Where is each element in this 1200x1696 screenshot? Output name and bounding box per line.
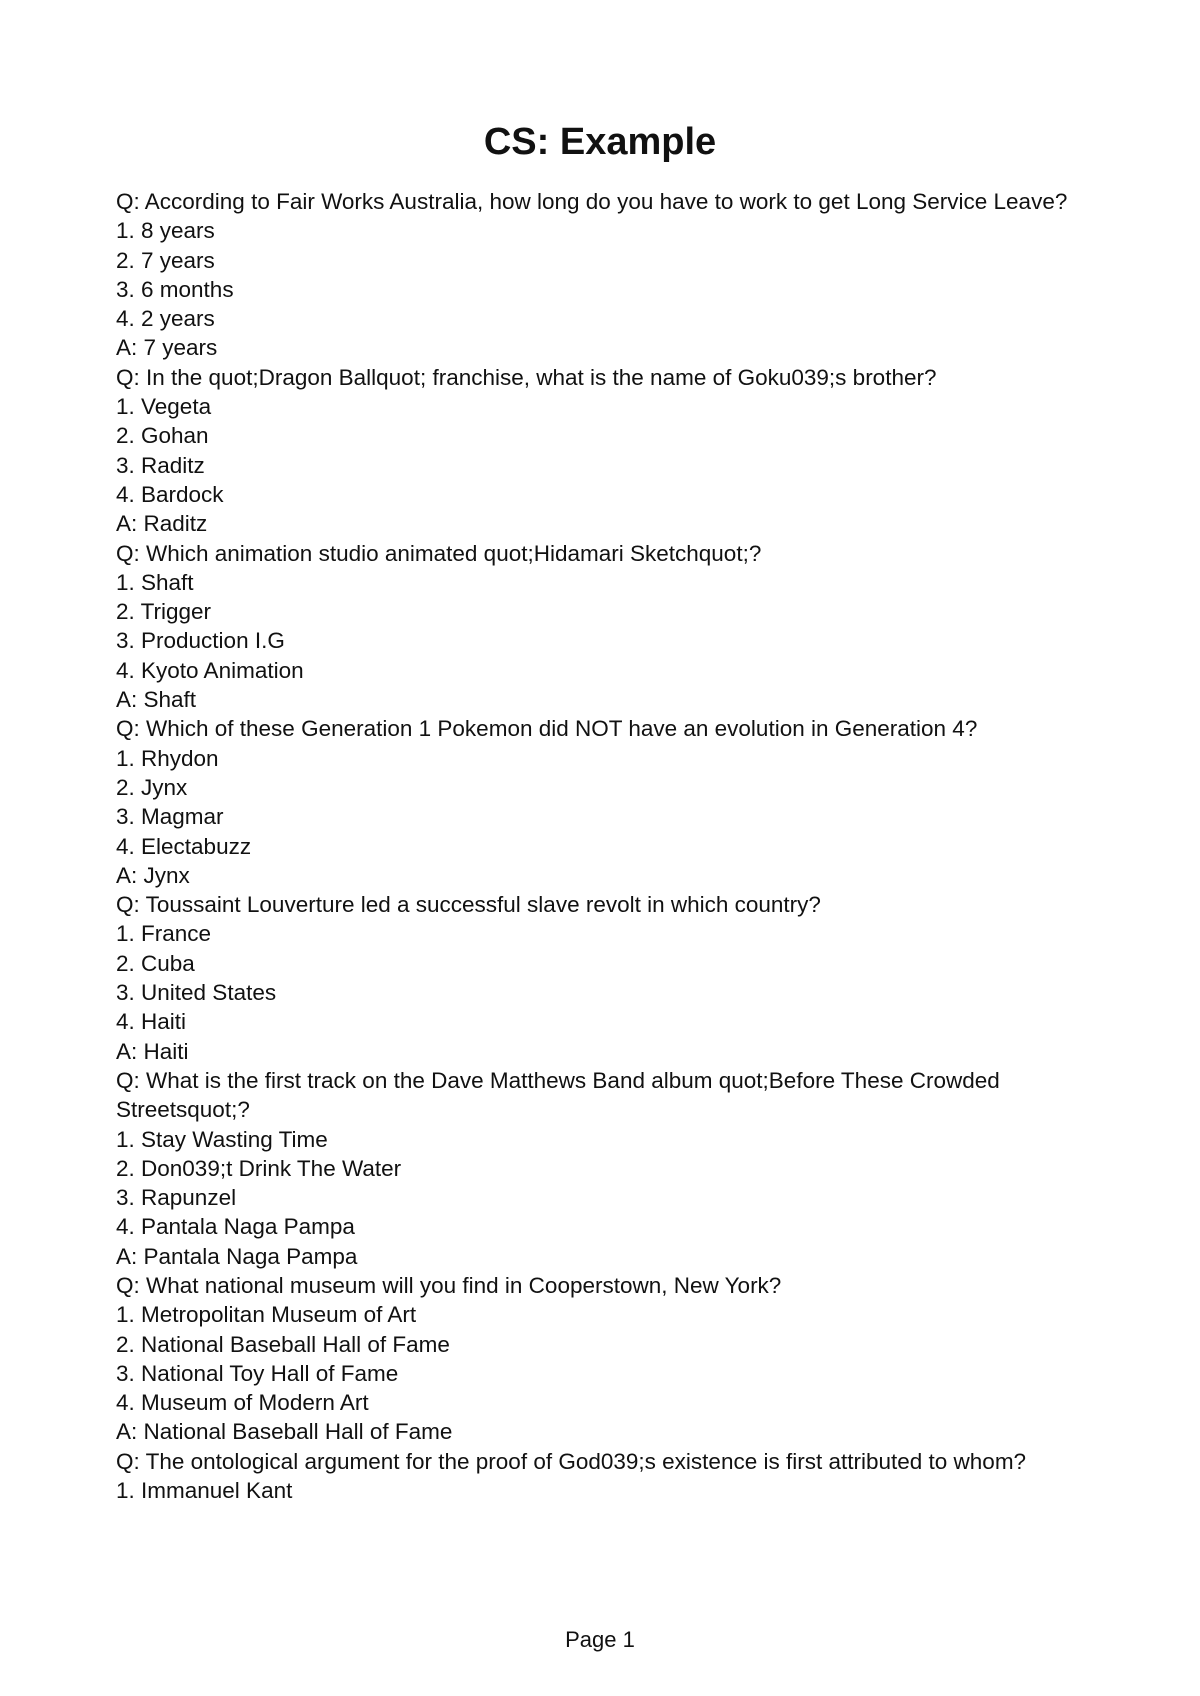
answer-option: 3. Production I.G (116, 628, 285, 654)
answer-option: 3. National Toy Hall of Fame (116, 1360, 399, 1386)
answer-option: 4. Electabuzz (116, 833, 252, 859)
correct-answer: A: Haiti (116, 1038, 189, 1064)
correct-answer: A: Jynx (116, 862, 190, 888)
question-text: Q: What national museum will you find in Cooperstown, New York? (116, 1272, 782, 1298)
answer-option: 3. 6 months (116, 276, 234, 302)
answer-option: 4. Museum of Modern Art (116, 1390, 369, 1416)
answer-option: 1. France (116, 921, 212, 947)
question-text: Q: The ontological argument for the proof of God039;s existence is first attributed to whom? (116, 1448, 1027, 1474)
answer-option: 3. Rapunzel (116, 1185, 237, 1211)
question-text: Q: Toussaint Louverture led a successful slave revolt in which country? (116, 892, 821, 918)
question-text: Q: What is the first track on the Dave Matthews Band album quot;Before These Crowded Streetsquot;? (116, 1067, 1007, 1123)
question-text: Q: According to Fair Works Australia, how long do you have to work to get Long Service Leave? (116, 189, 1068, 214)
correct-answer: A: Shaft (116, 687, 197, 713)
correct-answer: A: 7 years (116, 335, 218, 361)
answer-option: 4. Haiti (116, 1009, 187, 1035)
answer-option: 2. Jynx (116, 774, 188, 800)
answer-option: 2. Trigger (116, 599, 212, 625)
answer-option: 1. Vegeta (116, 394, 212, 420)
correct-answer: A: National Baseball Hall of Fame (116, 1419, 453, 1445)
answer-option: 2. Don039;t Drink The Water (116, 1155, 402, 1181)
answer-option: 1. Shaft (116, 569, 194, 595)
page-number: Page 1 (565, 1627, 635, 1652)
question-text: Q: In the quot;Dragon Ballquot; franchise, what is the name of Goku039;s brother? (116, 364, 937, 390)
question-text: Q: Which animation studio animated quot;Hidamari Sketchquot;? (116, 540, 762, 566)
answer-option: 1. Stay Wasting Time (116, 1126, 328, 1152)
answer-option: 4. Kyoto Animation (116, 657, 304, 683)
answer-option: 2. Gohan (116, 423, 209, 449)
answer-option: 1. Rhydon (116, 745, 219, 771)
question-text: Q: Which of these Generation 1 Pokemon did NOT have an evolution in Generation 4? (116, 716, 978, 742)
answer-option: 1. 8 years (116, 218, 215, 244)
answer-option: 2. National Baseball Hall of Fame (116, 1331, 450, 1357)
answer-option: 3. United States (116, 980, 277, 1006)
answer-option: 3. Magmar (116, 804, 224, 830)
quiz-content (116, 187, 1076, 1505)
correct-answer: A: Pantala Naga Pampa (116, 1243, 358, 1269)
answer-option: 3. Raditz (116, 452, 205, 478)
answer-option: 4. Pantala Naga Pampa (116, 1214, 355, 1240)
correct-answer: A: Raditz (116, 511, 208, 537)
answer-option: 2. 7 years (116, 247, 215, 273)
answer-option: 4. Bardock (116, 481, 224, 507)
page-title: CS: Example (483, 121, 717, 163)
answer-option: 4. 2 years (116, 306, 215, 332)
answer-option: 1. Metropolitan Museum of Art (116, 1302, 417, 1328)
answer-option: 1. Immanuel Kant (116, 1478, 293, 1504)
answer-option: 2. Cuba (116, 950, 195, 976)
